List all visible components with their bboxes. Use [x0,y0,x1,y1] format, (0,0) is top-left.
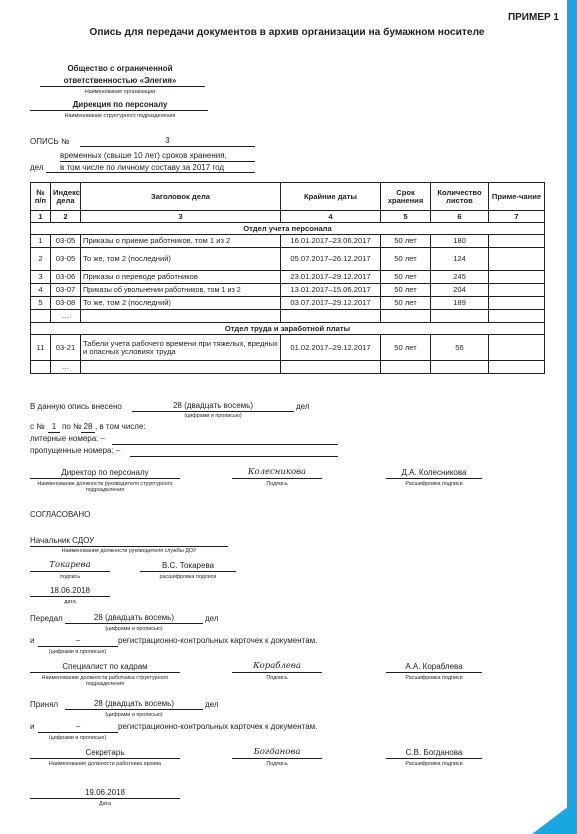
accept-signature-underline [232,758,322,759]
table-row [31,248,545,271]
col-number: 4 [281,211,381,223]
table-row [31,297,545,310]
table-row-ellipsis [31,361,545,374]
accept-position-caption: Наименование должности работника архива [48,761,162,767]
approved-signature-caption: подпись [59,574,81,580]
cell-sheets: 56 [431,335,489,361]
approved-date-caption: дата [64,599,76,605]
accept-and-caption: (цифрами и прописью) [48,735,107,741]
accept-position: Секретарь [85,748,125,757]
accept-caption: (цифрами и прописью) [105,712,163,718]
cell-index: 03-05 [51,248,81,271]
transfer-name: А.А. Кораблева [405,662,463,671]
table-row [31,335,545,361]
transfer-name-underline [386,672,482,673]
approved-date-underline [30,596,110,597]
sign1-name-caption: Расшифровка подписи [405,481,463,487]
org-unit-caption: Наименование структурного подразделения [64,113,176,119]
inventory-label: ОПИСЬ № [30,137,70,146]
transfer-and-caption: (цифрами и прописью) [48,649,107,655]
cell-dates: 16.01.2017–23.06.2017 [281,235,381,248]
skipped-numbers-underline [130,456,338,457]
org-name-underline [40,86,205,87]
accept-value-underline [65,709,203,710]
cell-title: Приказы об увольнении работников, том 1 из 2 [81,284,281,297]
accept-and-value: – [75,722,81,731]
accept-label: Принял [30,700,59,709]
range-from: 1 [51,422,57,431]
accept-name: С.В. Богданова [405,748,463,757]
org-unit: Дирекция по персоналу [72,100,168,109]
transfer-signature-caption: Подпись [266,675,288,681]
cell-sheets: 204 [431,284,489,297]
accept-and-text: регистрационно-контрольных карточек к документам. [118,722,318,731]
cell-term: 50 лет [381,284,431,297]
approved-name: В.С. Токарева [161,561,215,570]
col-number: 6 [431,211,489,223]
cell-number: 3 [31,271,51,284]
entered-unit: дел [296,402,310,411]
cell-number: 4 [31,284,51,297]
org-name-caption: Наименование организации [84,89,156,95]
cell-index: 03-21 [51,335,81,361]
cell-note [489,271,545,284]
sign1-position-underline [30,478,180,479]
cell-note [489,248,545,271]
sign1-name-underline [386,478,482,479]
cell-note [489,284,545,297]
entered-value: 28 (двадцать восемь) [172,401,254,410]
range-suffix: , в том числе: [95,422,146,431]
sign1-signature-caption: Подпись [266,481,288,487]
transfer-position-caption: Наименование должности работника структурного подразделения [41,675,169,687]
approved-date: 18.06.2018 [49,586,91,595]
table-row [31,235,545,248]
cell-dates: 23.01.2017–29.12.2017 [281,271,381,284]
accept-signature-caption: Подпись [266,761,288,767]
transfer-position-underline [30,672,180,673]
cell-sheets: 180 [431,235,489,248]
col-number: 3 [81,211,281,223]
approved-position: Начальник СДОУ [30,536,95,545]
cell-term: 50 лет [381,235,431,248]
transfer-and-text: регистрационно-контрольных карточек к документам. [118,636,318,645]
section-title: Отдел труда и заработной платы [31,323,545,335]
cell-number: 11 [31,335,51,361]
cell-number: 5 [31,297,51,310]
approved-name-underline [140,571,236,572]
inventory-line3-underline [46,172,255,173]
cell-title: Приказы о переводе работников [81,271,281,284]
section-row [31,223,545,235]
section-title: Отдел учета персонала [31,223,545,235]
range-from-underline [48,432,60,433]
inventory-line2: временных (свыше 10 лет) сроков хранения, [60,151,227,160]
cell-title: То же, том 2 (последний) [81,248,281,271]
sign1-signature-underline [232,478,322,479]
cell-term: 50 лет [381,248,431,271]
range-to-label: по № [62,422,82,431]
col-number: 1 [31,211,51,223]
accept-date: 19.06.2018 [84,788,126,797]
cell-sheets: 124 [431,248,489,271]
cell-note [489,335,545,361]
transfer-and-label: и [30,636,35,645]
cell-sheets: 245 [431,271,489,284]
transfer-caption: (цифрами и прописью) [105,626,163,632]
cell-index: 03-08 [51,297,81,310]
document-title: Опись для передачи документов в архив организации на бумажном носителе [89,27,485,38]
section-row [31,323,545,335]
cell-term: 50 лет [381,271,431,284]
cell-title: Табели учета рабочего времени при тяжелых, вредных и опасных условиях труда [81,335,281,361]
entered-caption: (цифрами и прописью) [184,413,242,419]
cell-title: Приказы о приеме работников, том 1 из 2 [81,235,281,248]
transfer-value: 28 (двадцать восемь) [93,613,175,622]
transfer-value-underline [65,623,203,624]
entered-underline [132,411,294,412]
cell-title: То же, том 2 (последний) [81,297,281,310]
transfer-and-underline [38,646,118,647]
inventory-line2-underline [60,161,255,162]
cell-index: 03-05 [51,235,81,248]
skipped-numbers: пропущенные номера: – [30,446,121,455]
cell-dates: 03.07.2017–29.12.2017 [281,297,381,310]
cell-index: 03-07 [51,284,81,297]
cell-sheets: 189 [431,297,489,310]
cell-dates: 05.07.2017–26.12.2017 [281,248,381,271]
transfer-name-caption: Расшифровка подписи [405,675,463,681]
sign1-position: Директор по персоналу [61,468,149,477]
inventory-line3: в том числе по личному составу за 2017 год [60,163,225,172]
org-unit-underline [30,110,208,111]
accept-and-underline [38,732,118,733]
entered-label: В данную опись внесено [30,402,122,411]
cell-term: 50 лет [381,297,431,310]
range-to-underline [81,432,95,433]
transfer-unit: дел [205,614,219,623]
approved-signature-underline [30,571,110,572]
letter-numbers-underline [112,444,338,445]
accept-position-underline [30,758,180,759]
cell-ellipsis: … [51,361,81,374]
cell-ellipsis: … [51,310,81,323]
transfer-and-value: – [75,636,81,645]
accept-date-caption: Дата [99,801,111,807]
transfer-label: Передал [30,614,63,623]
approved-position-caption: Наименование должности руководителя службы ДОУ [61,548,197,554]
cell-note [489,297,545,310]
letter-numbers: литерные номера: – [30,434,106,443]
inventory-del-label: дел [30,163,44,172]
transfer-signature-underline [232,672,322,673]
table-header-row [31,183,545,211]
column-number-row [31,211,545,223]
accept-value: 28 (двадцать восемь) [93,699,175,708]
header-sheets: Количество листов [431,183,489,211]
cell-note [489,235,545,248]
header-term: Срок хранения [381,183,431,211]
transfer-position: Специалист по кадрам [62,662,148,671]
approved-name-caption: расшифровка подписи [159,574,217,580]
range-to: 28 [83,422,93,431]
transfer-signature: Кораблева [253,661,301,671]
accept-date-underline [30,798,180,799]
cell-number: 1 [31,235,51,248]
approved-position-underline [30,546,228,547]
example-badge: ПРИМЕР 1 [507,12,559,23]
header-title: Заголовок дела [81,183,281,211]
cell-term: 50 лет [381,335,431,361]
accept-and-label: и [30,722,35,731]
accept-signature: Богданова [253,747,301,757]
approved-signature: Токарева [49,560,91,570]
inventory-number-underline [80,146,255,147]
cell-number: 2 [31,248,51,271]
header-note: Приме-чание [489,183,545,211]
accent-frame-right [567,0,577,834]
accept-unit: дел [205,700,219,709]
inventory-table [30,182,545,374]
table-row [31,284,545,297]
cell-dates: 13.01.2017–15.06.2017 [281,284,381,297]
col-number: 2 [51,211,81,223]
col-number: 5 [381,211,431,223]
cell-index: 03-06 [51,271,81,284]
accept-name-underline [386,758,482,759]
org-name-line1: Общество с ограниченной [67,64,173,73]
org-name-line2: ответственностью «Элегия» [63,76,177,85]
inventory-number: 3 [165,136,170,145]
sign1-name: Д.А. Колесникова [401,468,467,477]
approved-label: СОГЛАСОВАНО [30,510,91,519]
header-index: Индекс дела [51,183,81,211]
table-row [31,271,545,284]
header-dates: Крайние даты [281,183,381,211]
sign1-signature: Колесникова [247,467,307,477]
range-from-label: с № [30,422,45,431]
sign1-position-caption: Наименование должности руководителя структурного подразделения [37,481,173,493]
accept-name-caption: Расшифровка подписи [405,761,463,767]
cell-dates: 01.02.2017–29.12.2017 [281,335,381,361]
col-number: 7 [489,211,545,223]
header-number: № п/п [31,183,51,211]
table-row-ellipsis [31,310,545,323]
